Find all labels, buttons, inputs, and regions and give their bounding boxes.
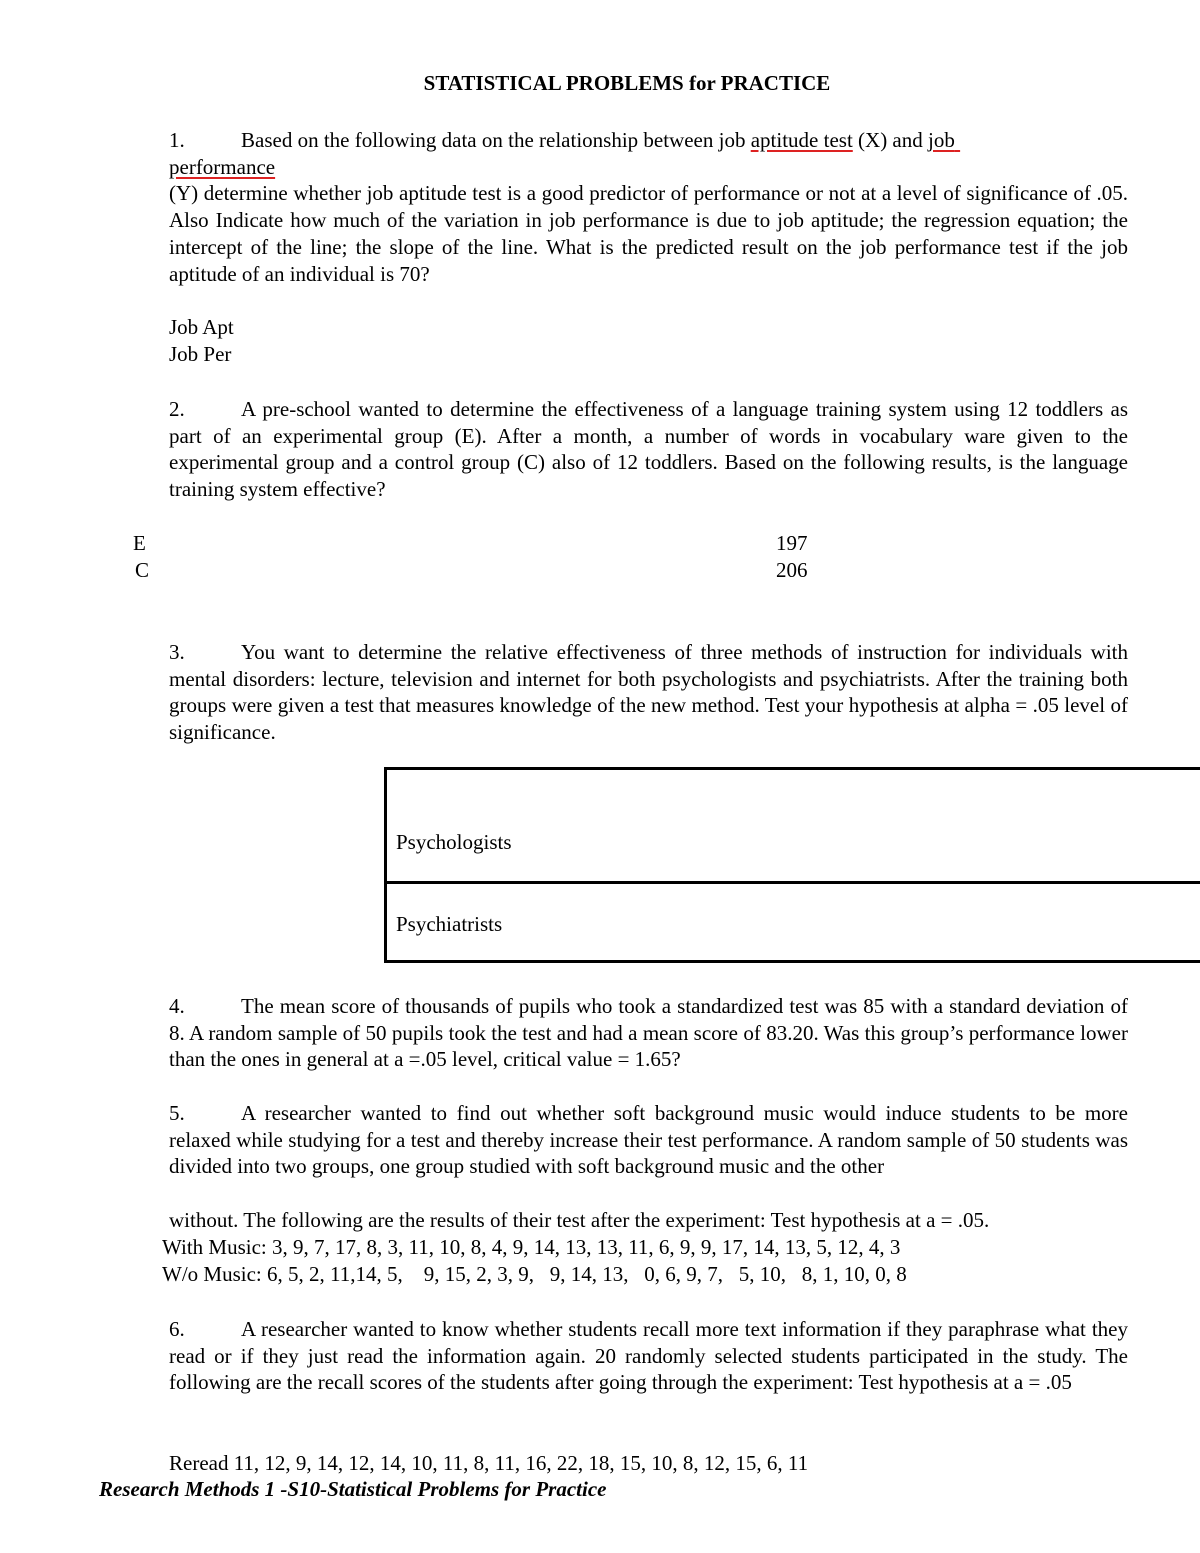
question-1-number: 1. <box>169 128 185 152</box>
group-c-label: C <box>135 558 150 582</box>
question-5-text: A researcher wanted to find out whether soft background music would induce students to be more relaxed while studying for a test and thereby increase their test performance. A random sample of 50 students was divided into two groups, one group studied with soft background music and the other <box>169 1101 1128 1179</box>
spellcheck-underlined-text: aptitude test <box>750 128 853 152</box>
question-6-text: A researcher wanted to know whether students recall more text information if they paraphrase what they read or if they just read the information again. 20 randomly selected students participated in the study. The following are the recall scores of the students after going through the experiment: Test hypothesis at a = .05 <box>169 1317 1128 1395</box>
table-row-psychiatrists: Psychiatrists <box>396 912 503 936</box>
group-e-value: 197 <box>776 531 808 555</box>
methods-table <box>384 767 1200 963</box>
table-divider <box>387 881 1200 884</box>
with-music-data: With Music: 3, 9, 7, 17, 8, 3, 11, 10, 8, 4, 9, 14, 13, 13, 11, 6, 9, 9, 17, 14, 13, 5, 12, 4, 3 <box>162 1235 901 1259</box>
question-6 <box>169 1316 1128 1396</box>
question-6-number: 6. <box>169 1317 185 1341</box>
question-4 <box>169 993 1128 1073</box>
question-3 <box>169 639 1128 746</box>
page-title: STATISTICAL PROBLEMS for PRACTICE <box>423 71 831 95</box>
spellcheck-underlined-text: performance <box>169 154 276 179</box>
question-5 <box>169 1100 1128 1180</box>
question-2-number: 2. <box>169 397 185 421</box>
question-5-number: 5. <box>169 1101 185 1125</box>
question-1-body: (Y) determine whether job aptitude test is a good predictor of performance or not at a level of significance of .05. Also Indicate how much of the variation in job performance is due to job aptitude; the regression equation; the intercept of the line; the slope of the line. What is the predicted result on the job performance test if the job aptitude of an individual is 70? <box>169 181 1128 286</box>
spellcheck-underline-space <box>955 128 960 152</box>
job-per-label: Job Per <box>169 342 232 366</box>
question-4-text: The mean score of thousands of pupils who took a standardized test was 85 with a standard deviation of 8. A random sample of 50 pupils took the test and had a mean score of 83.20. Was this group’s performance lower than the ones in general at a =.05 level, critical value = 1.65? <box>169 994 1128 1072</box>
question-2-text: A pre-school wanted to determine the effectiveness of a language training system using 12 toddlers as part of an experimental group (E). After a month, a number of words in vocabulary ware given to the experimental group and a control group (C) also of 12 toddlers. Based on the following results, is the language training system effective? <box>169 397 1128 502</box>
question-3-number: 3. <box>169 640 185 664</box>
page-footer: Research Methods 1 -S10-Statistical Problems for Practice <box>99 1477 607 1501</box>
question-5-without-line: without. The following are the results of their test after the experiment: Test hypothesis at a = .05. <box>169 1208 990 1232</box>
group-c-value: 206 <box>776 558 808 582</box>
question-4-number: 4. <box>169 994 185 1018</box>
without-music-data: W/o Music: 6, 5, 2, 11,14, 5, 9, 15, 2, 3, 9, 9, 14, 13, 0, 6, 9, 7, 5, 10, 8, 1, 10, 0, 8 <box>162 1262 907 1286</box>
table-row-psychologists: Psychologists <box>396 830 512 854</box>
group-e-label: E <box>133 531 146 555</box>
question-2 <box>169 396 1128 503</box>
question-1 <box>169 127 1128 287</box>
reread-data: Reread 11, 12, 9, 14, 12, 14, 10, 11, 8, 11, 16, 22, 18, 15, 10, 8, 12, 15, 6, 11 <box>169 1451 809 1475</box>
question-1-text-mid: (X) and <box>852 128 929 152</box>
question-1-line-2 <box>169 154 1128 181</box>
question-1-text-start: Based on the following data on the relationship between job <box>241 128 751 152</box>
question-1-line-1 <box>169 127 1128 154</box>
job-apt-label: Job Apt <box>169 315 234 339</box>
question-3-text: You want to determine the relative effectiveness of three methods of instruction for individuals with mental disorders: lecture, television and internet for both psychologists and psychiatrists. After the training both groups were given a test that measures knowledge of the new method. Test your hypothesis at alpha = .05 level of significance. <box>169 640 1128 745</box>
spellcheck-underlined-text: job <box>928 128 955 152</box>
